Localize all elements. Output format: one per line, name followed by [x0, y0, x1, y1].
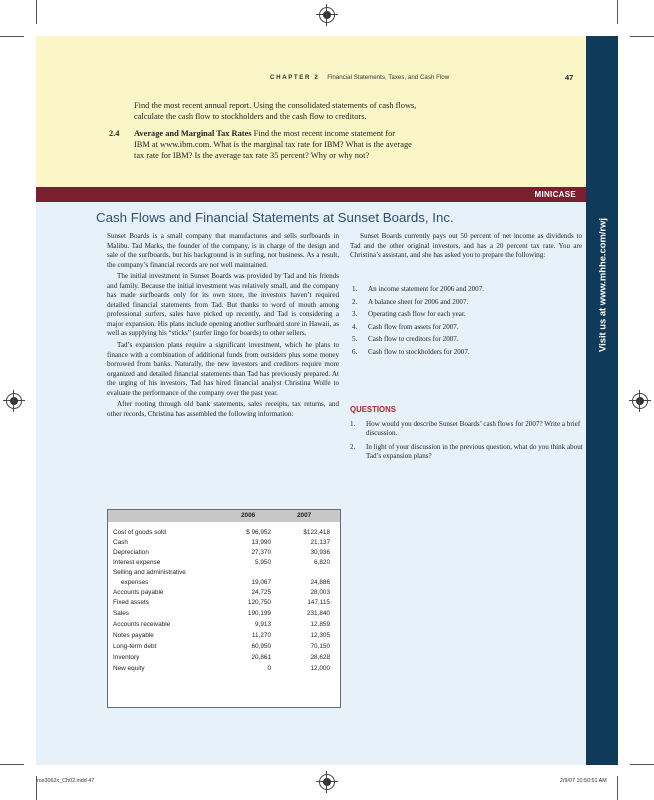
crop-mark — [617, 0, 618, 24]
minicase-band — [36, 187, 586, 202]
text-line: Find the most recent annual report. Using the consolidated statements of cash flows, — [134, 101, 417, 110]
paragraph: Sunset Boards currently pays out 50 percent of net income as dividends to Tad and the other original investors, and has a 20 percent tax rate. You are Christina’s assistant, and she has asked you to prepare the following: — [350, 232, 582, 260]
registration-mark-icon — [632, 393, 648, 409]
crop-mark — [630, 764, 654, 765]
crop-mark — [0, 36, 24, 37]
text-line: tax rate for IBM? Is the average tax rate 35 percent? Why or why not? — [134, 151, 370, 161]
crop-mark — [630, 36, 654, 37]
paragraph: Tad’s expansion plans require a significant investment, which he plans to finance with a combination of additional funds from outsiders plus some money borrowed from banks. Naturally, the new investors and creditors require more organized and detailed financial statements than Tad has previously prepared. At the urging of his investors, Tad has hired financial analyst Christina Wolfe to evaluate the performance of the company over the past year. — [107, 341, 339, 397]
right-column — [350, 232, 582, 263]
paragraph: After rooting through old bank statements, sales receipts, tax returns, and other records, Christina has assembled the following information: — [107, 400, 339, 418]
registration-mark-icon — [6, 393, 22, 409]
minicase-title: Cash Flows and Financial Statements at Sunset Boards, Inc. — [96, 210, 454, 225]
table-row: Interest expense 5,950 6,820 — [113, 559, 330, 566]
left-column — [107, 232, 339, 421]
column-header-2006: 2006 — [241, 512, 256, 519]
running-header — [270, 74, 580, 81]
table-row: Fixed assets 120,750 147,115 — [113, 599, 330, 606]
financial-data-table — [107, 509, 341, 708]
page-number: 47 — [565, 73, 574, 82]
list-item: 5. Cash flow to creditors for 2007. — [352, 335, 459, 343]
chapter-title: Financial Statements, Taxes, and Cash Flow — [327, 74, 450, 81]
table-row: Accounts payable 24,725 28,003 — [113, 589, 330, 596]
problem-number: 2.4 — [109, 129, 120, 138]
crop-mark — [617, 776, 618, 800]
list-item: 1. An income statement for 2006 and 2007. — [352, 285, 485, 293]
table-row: New equity 0 12,000 — [113, 665, 330, 672]
problem-heading: Average and Marginal Tax Rates — [134, 129, 252, 138]
list-item: 3. Operating cash flow for each year. — [352, 310, 466, 318]
paragraph: The initial investment in Sunset Boards was provided by Tad and his friends and family. Because the initial investment was relatively small, and the company has made surfboards only for its own store, the investors haven’t required detailed financial statements from Tad. But thanks to word of mouth among professional surfers, sales have picked up recently, and Tad is considering a major expansion. His plans include opening another surfboard store in Hawaii, as well as supplying his “sticks” (surfer lingo for boards) to other sellers. — [107, 272, 339, 338]
problem-2-4 — [109, 128, 549, 162]
table-row: Accounts receivable 9,913 12,859 — [113, 621, 330, 628]
problem-continuation — [134, 100, 416, 122]
list-item: 6. Cash flow to stockholders for 2007. — [352, 347, 470, 356]
chapter-label: CHAPTER 2 — [270, 74, 320, 81]
text-line: calculate the cash flow to stockholders and the cash flow to creditors. — [134, 112, 367, 122]
list-item: 4. Cash flow from assets for 2007. — [352, 322, 459, 331]
questions-heading: QUESTIONS — [350, 405, 396, 414]
sidebar-url: Visit us at www.mhhe.com/rwj — [596, 218, 608, 352]
table-row: Sales 190,199 231,840 — [113, 610, 330, 617]
crop-mark — [36, 0, 37, 24]
registration-mark-icon — [319, 7, 335, 23]
registration-mark-icon — [319, 774, 335, 790]
column-header-2007: 2007 — [297, 512, 312, 519]
table-row: Notes payable 11,270 12,305 — [113, 632, 330, 639]
crop-mark — [0, 764, 24, 765]
table-row: Depreciation 27,370 30,936 — [113, 549, 330, 556]
paragraph: Sunset Boards is a small company that manufactures and sells surfboards in Malibu. Tad Marks, the founder of the company, is in charge of the design and sale of the surfboards, but his background is in surfing, not business. As a result, the company’s financial records are not well maintained. — [107, 232, 339, 269]
table-row: Long-term debt 60,950 70,150 — [113, 643, 330, 650]
table-header — [108, 510, 340, 522]
text-line: Find the most recent income statement for — [253, 129, 396, 138]
table-row: Cash 13,990 21,137 — [113, 539, 330, 546]
text-line: IBM at www.ibm.com. What is the marginal tax rate for IBM? What is the average — [134, 140, 412, 150]
table-row: Selling and administrative expenses 19,067 24,886 — [113, 569, 330, 586]
table-row: Inventory 20,861 28,628 — [113, 654, 330, 661]
minicase-label: MINICASE — [534, 190, 576, 199]
table-row: Cost of goods sold $ 96,952 $122,418 — [113, 529, 330, 536]
sidebar — [586, 36, 618, 765]
list-item: 2. A balance sheet for 2006 and 2007. — [352, 297, 469, 306]
footer-file: ros3062x_Ch02.indd 47 — [37, 778, 95, 784]
footer-date: 2/9/07 10:50:51 AM — [560, 778, 607, 784]
